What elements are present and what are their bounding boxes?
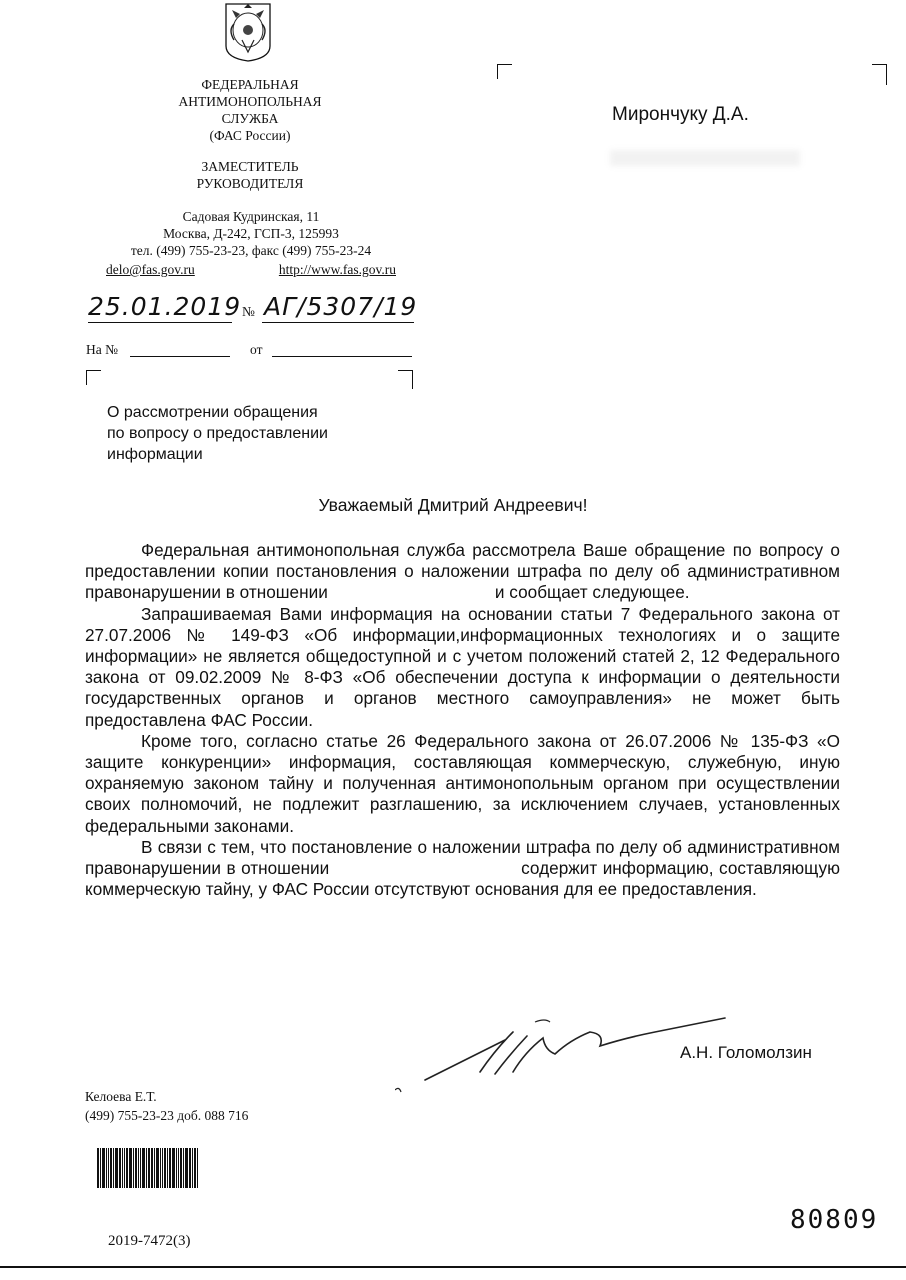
barcode-bar <box>122 1148 123 1188</box>
body-paragraph: В связи с тем, что постановление о наложении штрафа по делу об административном правонарушении в отношении содержит информацию, составляющую коммерческую тайну, у ФАС России отсутствуют основания для ее предоставления. <box>85 836 845 900</box>
recipient-corner-right <box>872 64 887 85</box>
subject-corner-right <box>398 370 413 389</box>
barcode-bar <box>100 1148 101 1188</box>
ref-label: На № <box>86 342 118 357</box>
bottom-border <box>0 1266 906 1268</box>
barcode-bar <box>189 1148 191 1188</box>
barcode-bar <box>110 1148 112 1188</box>
number-underline <box>262 322 414 323</box>
barcode-bar <box>119 1148 121 1188</box>
org-line: (ФАС России) <box>209 128 291 143</box>
recipient-corner-left <box>497 64 512 79</box>
stamp-number: 80809 <box>790 1205 879 1235</box>
barcode-bar <box>140 1148 141 1188</box>
org-name <box>150 76 350 144</box>
barcode-bar <box>129 1148 132 1188</box>
barcode-bar <box>115 1148 118 1188</box>
barcode-bar <box>192 1148 193 1188</box>
barcode-bar <box>178 1148 179 1188</box>
barcode-bar <box>169 1148 171 1188</box>
barcode-bar <box>113 1148 114 1188</box>
ref-from-label: от <box>250 342 263 357</box>
barcode-bar <box>162 1148 163 1188</box>
redacted-address <box>610 150 800 166</box>
date-underline <box>88 322 232 323</box>
barcode-bar <box>124 1148 125 1188</box>
subject-line: информации <box>107 446 203 463</box>
barcode-bar <box>160 1148 161 1188</box>
registration-date: 25.01.2019 <box>88 292 242 321</box>
barcode-bar <box>108 1148 109 1188</box>
org-line: АНТИМОНОПОЛЬНАЯ <box>178 94 322 109</box>
executor-phone: (499) 755-23-23 доб. 088 716 <box>85 1108 249 1123</box>
subject-corner-left <box>86 370 101 385</box>
role-line: РУКОВОДИТЕЛЯ <box>196 176 304 191</box>
barcode-bar <box>151 1148 153 1188</box>
letter-subject <box>107 402 387 465</box>
barcode-bar <box>97 1148 99 1188</box>
barcode-bar <box>126 1148 128 1188</box>
address-line: тел. (499) 755-23-23, факс (499) 755-23-24 <box>130 243 372 258</box>
registration-number: АГ/5307/19 <box>264 292 418 321</box>
barcode-bar <box>148 1148 150 1188</box>
recipient-name: Мирончуку Д.А. <box>612 104 749 125</box>
barcode-bar <box>106 1148 107 1188</box>
barcode-bar <box>138 1148 139 1188</box>
document-id: 2019-7472(3) <box>108 1233 191 1249</box>
email-link[interactable]: delo@fas.gov.ru <box>106 262 195 277</box>
executor-name: Келоева Е.Т. <box>85 1089 157 1104</box>
barcode-bar <box>142 1148 145 1188</box>
org-role <box>150 158 350 192</box>
website-link[interactable]: http://www.fas.gov.ru <box>278 262 396 277</box>
barcode-bar <box>185 1148 188 1188</box>
barcode-bar <box>164 1148 166 1188</box>
barcode-bar <box>154 1148 155 1188</box>
coat-of-arms-icon <box>214 0 282 62</box>
body-paragraph: Запрашиваемая Вами информация на основании статьи 7 Федерального закона от 27.07.2006 № 149-ФЗ «Об информации,информационных технологиях и о защите информации» не является общедоступной и с учетом положений статей 2, 12 Федерального закона от 09.02.2009 № 8-ФЗ «Об обеспечении доступа к информации о деятельности государственных органов и органов местного самоуправления» не может быть предоставлена ФАС России. <box>85 603 840 730</box>
role-line: ЗАМЕСТИТЕЛЬ <box>201 159 299 174</box>
ref-date-line <box>272 356 412 357</box>
subject-line: О рассмотрении обращения <box>107 404 318 421</box>
barcode-bar <box>133 1148 134 1188</box>
barcode-bar <box>167 1148 168 1188</box>
subject-line: по вопросу о предоставлении <box>107 425 328 442</box>
org-line: СЛУЖБА <box>221 111 279 126</box>
ref-number-line <box>130 356 230 357</box>
barcode-bar <box>172 1148 175 1188</box>
executor-info <box>85 1087 248 1125</box>
address-line: Садовая Кудринская, 11 <box>182 209 320 224</box>
barcode-bar <box>197 1148 198 1188</box>
barcode-bar <box>102 1148 105 1188</box>
body-paragraph: Федеральная антимонопольная служба рассмотрела Ваше обращение по вопросу о предоставлении копии постановления о наложении штрафа по делу об административном правонарушении в отношении и сообщает следующее. <box>85 540 845 603</box>
barcode-bar <box>146 1148 147 1188</box>
barcode-bar <box>194 1148 196 1188</box>
barcode-bar <box>180 1148 182 1188</box>
barcode-bar <box>135 1148 137 1188</box>
number-prefix: № <box>242 304 255 319</box>
signer-name: А.Н. Голомолзин <box>680 1043 812 1062</box>
barcode-bar <box>156 1148 159 1188</box>
barcode-bar <box>183 1148 184 1188</box>
org-address <box>120 208 382 259</box>
barcode-icon <box>97 1148 234 1188</box>
org-line: ФЕДЕРАЛЬНАЯ <box>201 77 299 92</box>
body-paragraph: Кроме того, согласно статье 26 Федерального закона от 26.07.2006 № 135-ФЗ «О защите конкуренции» информация, составляющая коммерческую, служебную, иную охраняемую законом тайну и полученная антимонопольным органом при осуществлении своих полномочий, не подлежит разглашению, за исключением случаев, установленных федеральными законами. <box>85 730 840 836</box>
address-line: Москва, Д-242, ГСП-3, 125993 <box>163 226 339 241</box>
letter-body <box>85 540 845 900</box>
contact-links <box>106 262 396 278</box>
greeting: Уважаемый Дмитрий Андреевич! <box>318 495 588 515</box>
barcode-bar <box>176 1148 177 1188</box>
